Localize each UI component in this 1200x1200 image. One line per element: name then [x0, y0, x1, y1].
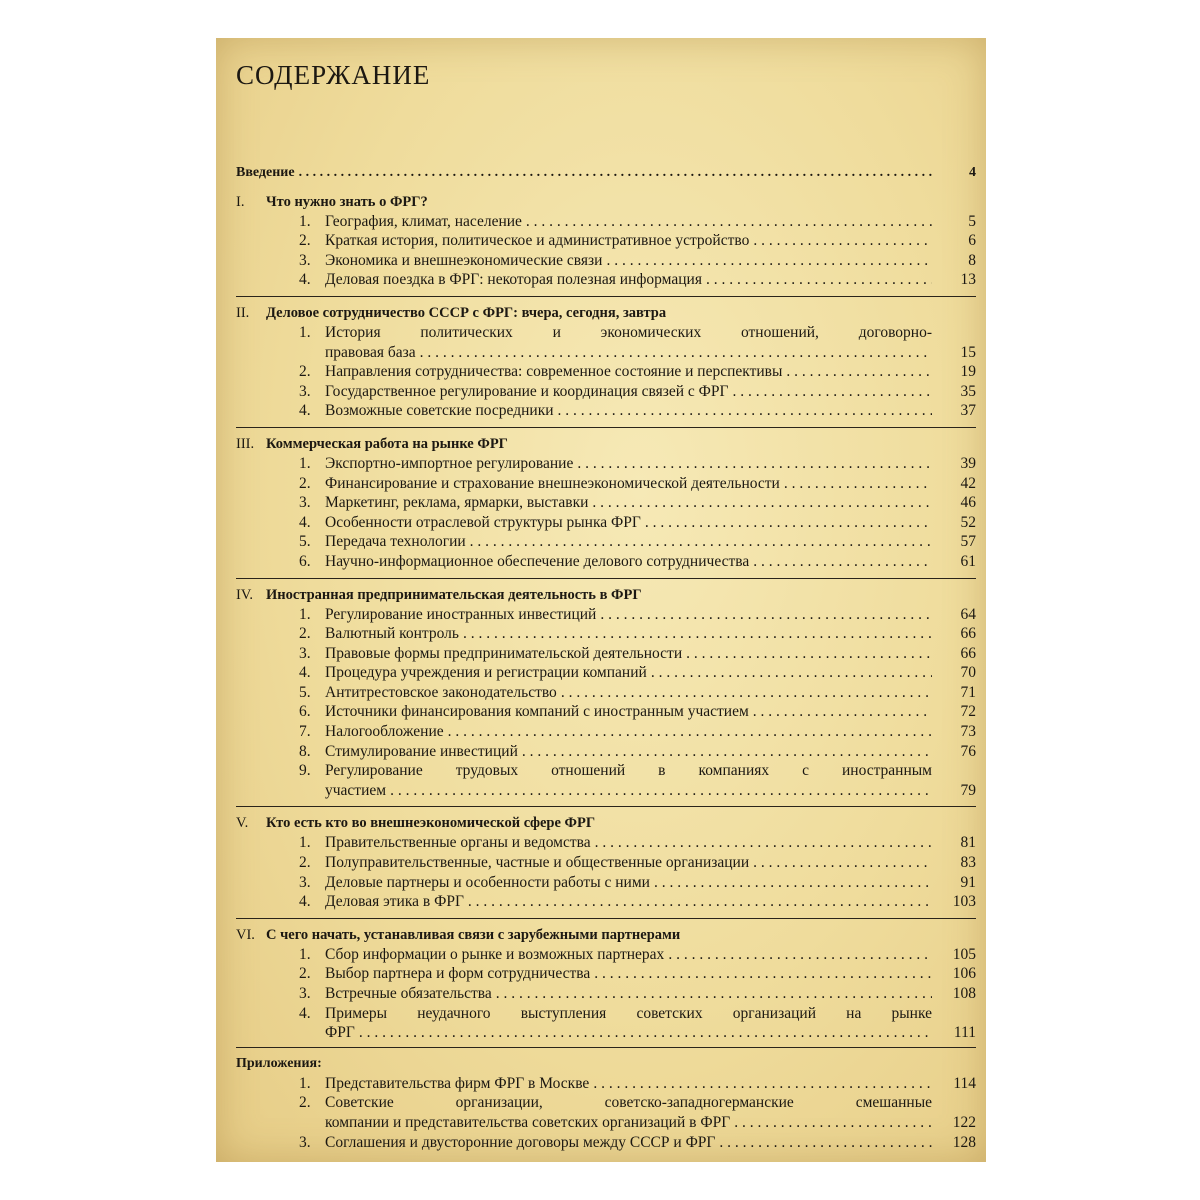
toc-item-page: 76: [960, 742, 976, 760]
toc-item-page: 128: [952, 1133, 976, 1151]
toc-item-row: [236, 401, 976, 421]
toc-item-row-continuation: [236, 1023, 976, 1043]
toc-item-number: 1.: [299, 454, 311, 472]
toc-item-text-continued: правовая база: [325, 343, 416, 361]
toc-item-text: Возможные советские посредники: [325, 402, 554, 420]
dot-leader: [668, 945, 932, 965]
toc-item-page: 70: [960, 664, 976, 682]
toc-item-page: 114: [953, 1074, 976, 1092]
toc-item-page: 8: [968, 251, 976, 269]
dot-leader: [732, 382, 932, 402]
toc-item-row-continuation: [236, 781, 976, 801]
dot-leader: [645, 513, 932, 533]
toc-item-row-continuation: [236, 1113, 976, 1133]
toc-item-row-continuation: [236, 343, 976, 363]
toc-item-page: 66: [960, 644, 976, 662]
toc-item-page: 37: [960, 402, 976, 420]
toc-item-row: [236, 702, 976, 722]
toc-item-number: 2.: [299, 232, 311, 250]
toc-item-page: 5: [968, 212, 976, 230]
toc-chapter-title: Что нужно знать о ФРГ?: [266, 193, 428, 210]
toc-item-page: 83: [960, 854, 976, 872]
toc-item-page: 66: [960, 625, 976, 643]
table-of-contents: [236, 163, 976, 1152]
toc-chapter-heading: [236, 296, 976, 323]
toc-item-page: 15: [960, 343, 976, 361]
toc-item-text: Процедура учреждения и регистрации компаний: [325, 664, 647, 682]
toc-item-number: 8.: [299, 742, 311, 760]
toc-item-row: [236, 1133, 976, 1153]
toc-intro-page: 4: [969, 165, 976, 180]
dot-leader: [448, 722, 932, 742]
toc-item-number: 2.: [299, 1094, 311, 1112]
toc-item-text: Деловые партнеры и особенности работы с ними: [325, 873, 650, 891]
toc-item-page: 35: [960, 382, 976, 400]
dot-leader: [594, 964, 932, 984]
toc-item-row: [236, 251, 976, 271]
toc-item-text: Представительства фирм ФРГ в Москве: [325, 1074, 590, 1092]
toc-item-page: 6: [968, 232, 976, 250]
toc-item-text: Особенности отраслевой структуры рынка ФРГ: [325, 513, 641, 531]
dot-leader: [686, 644, 932, 664]
dot-leader: [526, 212, 932, 232]
toc-item-row: [236, 212, 976, 232]
toc-item-text: Регулирование трудовых отношений в компаниях с иностранным: [325, 762, 932, 780]
toc-chapter-number: III.: [236, 435, 255, 452]
document-page: [216, 38, 986, 1162]
dot-leader: [654, 873, 932, 893]
toc-item-number: 1.: [299, 834, 311, 852]
toc-item-page: 39: [960, 454, 976, 472]
toc-item-text: Деловая поездка в ФРГ: некоторая полезная информация: [325, 271, 702, 289]
toc-item-text: Научно-информационное обеспечение делового сотрудничества: [325, 552, 750, 570]
toc-item-number: 1.: [299, 945, 311, 963]
toc-chapter-number: V.: [236, 815, 249, 832]
toc-item-text: Антитрестовское законодательство: [325, 683, 557, 701]
toc-item-page: 122: [952, 1113, 976, 1131]
toc-item-page: 52: [960, 513, 976, 531]
toc-item-text: Встречные обязательства: [325, 985, 492, 1002]
toc-item-page: 91: [960, 873, 976, 891]
toc-item-row: [236, 1074, 976, 1094]
toc-item-number: 3.: [299, 382, 311, 400]
toc-item-number: 3.: [299, 1133, 311, 1151]
toc-item-number: 7.: [299, 723, 311, 741]
dot-leader: [592, 493, 932, 513]
dot-leader: [468, 892, 932, 912]
dot-leader: [706, 270, 932, 290]
toc-item-text: Правительственные органы и ведомства: [325, 834, 591, 852]
toc-item-row: [236, 945, 976, 965]
toc-chapter-number: II.: [236, 304, 250, 321]
toc-chapter-number: IV.: [236, 586, 254, 603]
dot-leader: [600, 605, 932, 625]
toc-item-row: [236, 644, 976, 664]
toc-item-text-continued: ФРГ: [325, 1024, 355, 1042]
dot-leader: [420, 343, 932, 363]
toc-chapter-title: Деловое сотрудничество СССР с ФРГ: вчера, сегодня, завтра: [266, 304, 667, 321]
toc-appendix-heading: Приложения:: [236, 1047, 976, 1074]
toc-item-number: 2.: [299, 474, 311, 492]
toc-item-number: 3.: [299, 873, 311, 891]
dot-leader: [719, 1133, 932, 1153]
toc-item-number: 2.: [299, 363, 311, 381]
toc-item-text: Маркетинг, реклама, ярмарки, выставки: [325, 494, 589, 512]
toc-item-page: 61: [960, 552, 976, 570]
toc-item-number: 5.: [299, 683, 311, 701]
toc-item-text: Государственное регулирование и координация связей с ФРГ: [325, 382, 729, 400]
toc-item-text: Сбор информации о рынке и возможных партнерах: [325, 945, 665, 963]
toc-item-row: [236, 1004, 976, 1024]
toc-item-text-continued: участием: [325, 781, 387, 799]
dot-leader: [299, 163, 932, 183]
toc-item-row: [236, 873, 976, 893]
toc-item-page: 72: [960, 703, 976, 721]
dot-leader: [786, 362, 932, 382]
toc-item-text: Деловая этика в ФРГ: [325, 893, 464, 911]
toc-item-text: Экспортно-импортное регулирование: [325, 454, 574, 472]
toc-item-text-continued: компании и представительства советских организаций в ФРГ: [325, 1113, 731, 1131]
toc-item-number: 2.: [299, 854, 311, 872]
toc-item-text: Полуправительственные, частные и общественные организации: [325, 854, 750, 872]
toc-item-row: [236, 532, 976, 552]
dot-leader: [470, 532, 932, 552]
toc-item-row: [236, 362, 976, 382]
toc-item-number: 1.: [299, 605, 311, 623]
toc-chapter-title: Кто есть кто во внешнеэкономической сфере ФРГ: [266, 815, 596, 832]
toc-chapter-heading: [236, 918, 976, 945]
toc-item-number: 1.: [299, 323, 311, 341]
toc-item-number: 4.: [299, 402, 311, 420]
toc-item-text: Налогообложение: [325, 723, 444, 741]
toc-item-row: [236, 454, 976, 474]
toc-item-row: [236, 663, 976, 683]
toc-item-text: География, климат, население: [325, 212, 522, 230]
toc-chapter-number: VI.: [236, 926, 255, 943]
toc-item-page: 81: [960, 834, 976, 852]
toc-item-row: [236, 493, 976, 513]
toc-item-number: 3.: [299, 251, 311, 269]
dot-leader: [593, 1074, 932, 1094]
toc-item-number: 2.: [299, 965, 311, 983]
toc-item-row: [236, 231, 976, 251]
toc-item-number: 6.: [299, 703, 311, 721]
toc-appendix: [236, 1047, 976, 1152]
toc-item-page: 79: [960, 781, 976, 799]
toc-item-page: 73: [960, 723, 976, 741]
dot-leader: [606, 251, 932, 271]
toc-intro-label: Введение: [236, 165, 295, 180]
toc-item-row: [236, 382, 976, 402]
toc-item-text: Соглашения и двусторонние договоры между СССР и ФРГ: [325, 1133, 716, 1151]
toc-item-page: 108: [952, 985, 976, 1002]
toc-item-row: [236, 833, 976, 853]
toc-item-number: 4.: [299, 513, 311, 531]
toc-item-number: 3.: [299, 494, 311, 512]
toc-item-page: 19: [960, 363, 976, 381]
toc-item-page: 46: [960, 494, 976, 512]
toc-item-number: 1.: [299, 212, 311, 230]
toc-item-page: 13: [960, 271, 976, 289]
toc-item-text: История политических и экономических отношений, договорно-: [325, 323, 932, 341]
dot-leader: [463, 624, 932, 644]
toc-chapter-heading: [236, 578, 976, 605]
toc-item-number: 4.: [299, 893, 311, 911]
toc-chapter-number: I.: [236, 193, 245, 210]
dot-leader: [496, 984, 932, 1004]
toc-item-number: 3.: [299, 985, 311, 1002]
toc-item-number: 3.: [299, 644, 311, 662]
toc-item-row: [236, 270, 976, 290]
toc-item-row: [236, 892, 976, 912]
toc-item-page: 106: [952, 965, 976, 983]
toc-item-row: [236, 964, 976, 984]
toc-item-text: Правовые формы предпринимательской деятельности: [325, 644, 683, 662]
toc-item-number: 6.: [299, 552, 311, 570]
toc-item-text: Передача технологии: [325, 533, 466, 551]
toc-item-row: [236, 474, 976, 494]
page-title: СОДЕРЖАНИЕ: [236, 60, 431, 90]
toc-item-text: Направления сотрудничества: современное состояние и перспективы: [325, 363, 783, 381]
toc-item-row: [236, 1093, 976, 1113]
toc-item-row: [236, 853, 976, 873]
dot-leader: [595, 833, 932, 853]
toc-item-page: 71: [960, 683, 976, 701]
dot-leader: [522, 742, 932, 762]
toc-item-row: [236, 552, 976, 572]
toc-item-page: 111: [953, 1024, 976, 1042]
toc-chapters: [236, 192, 976, 1043]
toc-item-row: [236, 323, 976, 343]
toc-item-number: 4.: [299, 664, 311, 682]
dot-leader: [651, 663, 932, 683]
dot-leader: [784, 474, 932, 494]
toc-item-text: Регулирование иностранных инвестиций: [325, 605, 597, 623]
toc-item-page: 64: [960, 605, 976, 623]
dot-leader: [753, 702, 932, 722]
toc-item-text: Финансирование и страхование внешнеэкономической деятельности: [325, 474, 780, 492]
toc-item-number: 1.: [299, 1074, 311, 1092]
dot-leader: [390, 781, 932, 801]
toc-item-text: Стимулирование инвестиций: [325, 742, 518, 760]
dot-leader: [753, 552, 932, 572]
toc-item-row: [236, 742, 976, 762]
toc-item-row: [236, 605, 976, 625]
toc-item-text: Примеры неудачного выступления советских организаций на рынке: [325, 1004, 932, 1022]
toc-item-row: [236, 513, 976, 533]
toc-chapter-heading: [236, 427, 976, 454]
toc-item-page: 57: [960, 533, 976, 551]
toc-item-number: 2.: [299, 625, 311, 643]
dot-leader: [558, 401, 932, 421]
toc-item-number: 5.: [299, 533, 311, 551]
toc-item-text: Советские организации, советско-западногерманские смешанные: [325, 1094, 932, 1112]
toc-intro-row: [236, 163, 976, 183]
toc-item-text: Краткая история, политическое и административное устройство: [325, 232, 750, 250]
toc-item-page: 103: [952, 893, 976, 911]
toc-item-number: 9.: [299, 762, 311, 780]
toc-chapter-title: С чего начать, устанавливая связи с зарубежными партнерами: [266, 926, 681, 943]
toc-item-number: 4.: [299, 271, 311, 289]
toc-item-number: 4.: [299, 1004, 311, 1022]
dot-leader: [577, 454, 932, 474]
toc-chapter-heading: [236, 806, 976, 833]
dot-leader: [359, 1023, 932, 1043]
toc-item-row: [236, 683, 976, 703]
toc-item-row: [236, 722, 976, 742]
toc-item-text: Выбор партнера и форм сотрудничества: [325, 965, 591, 983]
toc-chapter-title: Иностранная предпринимательская деятельность в ФРГ: [266, 586, 642, 603]
toc-item-row: [236, 761, 976, 781]
dot-leader: [561, 683, 932, 703]
toc-chapter-title: Коммерческая работа на рынке ФРГ: [266, 435, 508, 452]
toc-chapter-heading: [236, 192, 976, 212]
toc-item-page: 105: [952, 945, 976, 963]
dot-leader: [734, 1113, 932, 1133]
dot-leader: [753, 231, 932, 251]
toc-item-row: [236, 624, 976, 644]
toc-item-text: Валютный контроль: [325, 625, 459, 643]
toc-item-page: 42: [960, 474, 976, 492]
toc-item-text: Экономика и внешнеэкономические связи: [325, 251, 603, 269]
dot-leader: [753, 853, 932, 873]
toc-item-text: Источники финансирования компаний с иностранным участием: [325, 703, 749, 721]
toc-item-row: [236, 984, 976, 1004]
